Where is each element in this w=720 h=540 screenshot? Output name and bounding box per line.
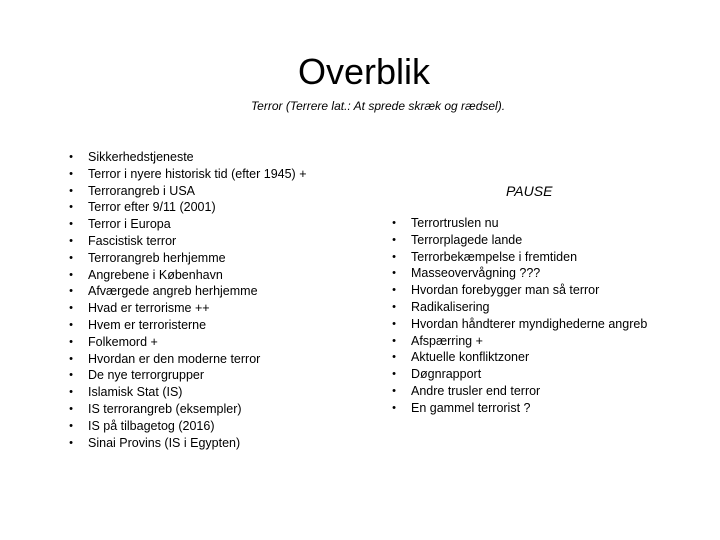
bullet-icon: • — [69, 285, 73, 298]
bullet-icon: • — [392, 351, 396, 364]
list-item-text: Masseovervågning ??? — [411, 266, 541, 281]
list-item — [389, 299, 647, 316]
list-item-text: Folkemord + — [88, 334, 158, 349]
bullet-icon: • — [69, 184, 73, 197]
bullet-icon: • — [69, 268, 73, 281]
list-item-text: Hvordan forebygger man så terror — [411, 283, 600, 298]
list-item-text: De nye terrorgrupper — [88, 368, 205, 383]
bullet-icon: • — [69, 151, 73, 163]
list-item-text: Angrebene i København — [88, 267, 223, 282]
list-item — [389, 249, 647, 266]
bullet-icon: • — [69, 419, 73, 432]
bullet-icon: • — [392, 250, 396, 263]
bullet-icon: • — [69, 436, 73, 449]
list-item — [66, 149, 307, 166]
list-item-text: Terror i nyere historisk tid (efter 1945) + — [88, 166, 307, 181]
list-item — [66, 199, 307, 216]
list-item-text: Hvordan er den moderne terror — [88, 351, 261, 366]
list-item-text: Hvem er terroristerne — [88, 317, 207, 332]
list-item — [66, 334, 307, 351]
list-item — [66, 233, 307, 250]
list-item — [389, 215, 647, 232]
list-item-text: IS terrorangreb (eksempler) — [88, 401, 242, 416]
slide-subtitle: Terror (Terrere lat.: At sprede skræk og rædsel). — [250, 99, 506, 113]
list-item — [66, 367, 307, 384]
list-item-text: Terror efter 9/11 (2001) — [88, 200, 216, 215]
list-item — [66, 384, 307, 401]
list-item-text: Døgnrapport — [411, 367, 482, 382]
list-item-text: Andre trusler end terror — [411, 383, 541, 398]
list-item-text: Afværgede angreb herhjemme — [88, 284, 258, 299]
slide-title: Overblik — [297, 51, 431, 92]
bullet-icon: • — [69, 218, 73, 231]
bullet-icon: • — [69, 335, 73, 348]
list-item — [66, 418, 307, 435]
list-item — [66, 300, 307, 317]
list-item — [66, 401, 307, 418]
bullet-icon: • — [392, 217, 396, 229]
bullet-icon: • — [392, 284, 396, 297]
list-item — [389, 282, 647, 299]
bullet-icon: • — [392, 401, 396, 414]
bullet-icon: • — [69, 318, 73, 331]
list-item — [389, 400, 647, 417]
list-item-text: Aktuelle konfliktzoner — [411, 350, 530, 365]
list-item — [389, 333, 647, 350]
list-item-text: Terror i Europa — [88, 217, 171, 232]
right-bullet-list — [389, 215, 647, 417]
list-item — [389, 265, 647, 282]
list-item-text: Hvordan håndterer myndighederne angreb — [411, 316, 648, 331]
list-item-text: Fascistisk terror — [88, 233, 177, 248]
list-item — [66, 283, 307, 300]
bullet-icon: • — [69, 234, 73, 247]
list-item-text: IS på tilbagetog (2016) — [88, 418, 215, 433]
list-item — [66, 317, 307, 334]
bullet-icon: • — [69, 251, 73, 264]
bullet-icon: • — [69, 386, 73, 399]
list-item-text: Terrortruslen nu — [411, 216, 499, 230]
list-item-text: Terrorbekæmpelse i fremtiden — [411, 249, 578, 264]
left-bullet-list — [66, 149, 307, 451]
bullet-icon: • — [69, 352, 73, 365]
list-item — [389, 232, 647, 249]
bullet-icon: • — [69, 302, 73, 315]
list-item-text: Terrorangreb i USA — [88, 183, 195, 198]
list-item — [389, 366, 647, 383]
bullet-icon: • — [392, 267, 396, 280]
list-item — [66, 166, 307, 183]
list-item-text: Terrorplagede lande — [411, 232, 523, 247]
bullet-icon: • — [69, 201, 73, 214]
list-item-text: Radikalisering — [411, 299, 490, 314]
list-item-text: En gammel terrorist ? — [411, 400, 531, 415]
bullet-icon: • — [392, 300, 396, 313]
bullet-icon: • — [392, 317, 396, 330]
list-item — [389, 383, 647, 400]
list-item — [389, 349, 647, 366]
list-item — [389, 316, 647, 333]
bullet-icon: • — [392, 233, 396, 246]
list-item-text: Islamisk Stat (IS) — [88, 385, 183, 400]
bullet-icon: • — [69, 167, 73, 180]
bullet-icon: • — [392, 368, 396, 381]
pause-label: PAUSE — [506, 183, 553, 199]
list-item — [66, 250, 307, 267]
list-item — [66, 267, 307, 284]
bullet-icon: • — [69, 369, 73, 382]
list-item-text: Sinai Provins (IS i Egypten) — [88, 435, 241, 450]
bullet-icon: • — [69, 402, 73, 415]
list-item-text: Hvad er terrorisme ++ — [88, 301, 210, 316]
list-item-text: Afspærring + — [411, 333, 483, 348]
list-item — [66, 183, 307, 200]
list-item — [66, 351, 307, 368]
list-item — [66, 216, 307, 233]
list-item-text: Terrorangreb herhjemme — [88, 250, 226, 265]
list-item — [66, 435, 307, 452]
list-item-text: Sikkerhedstjeneste — [88, 150, 194, 164]
bullet-icon: • — [392, 334, 396, 347]
bullet-icon: • — [392, 384, 396, 397]
